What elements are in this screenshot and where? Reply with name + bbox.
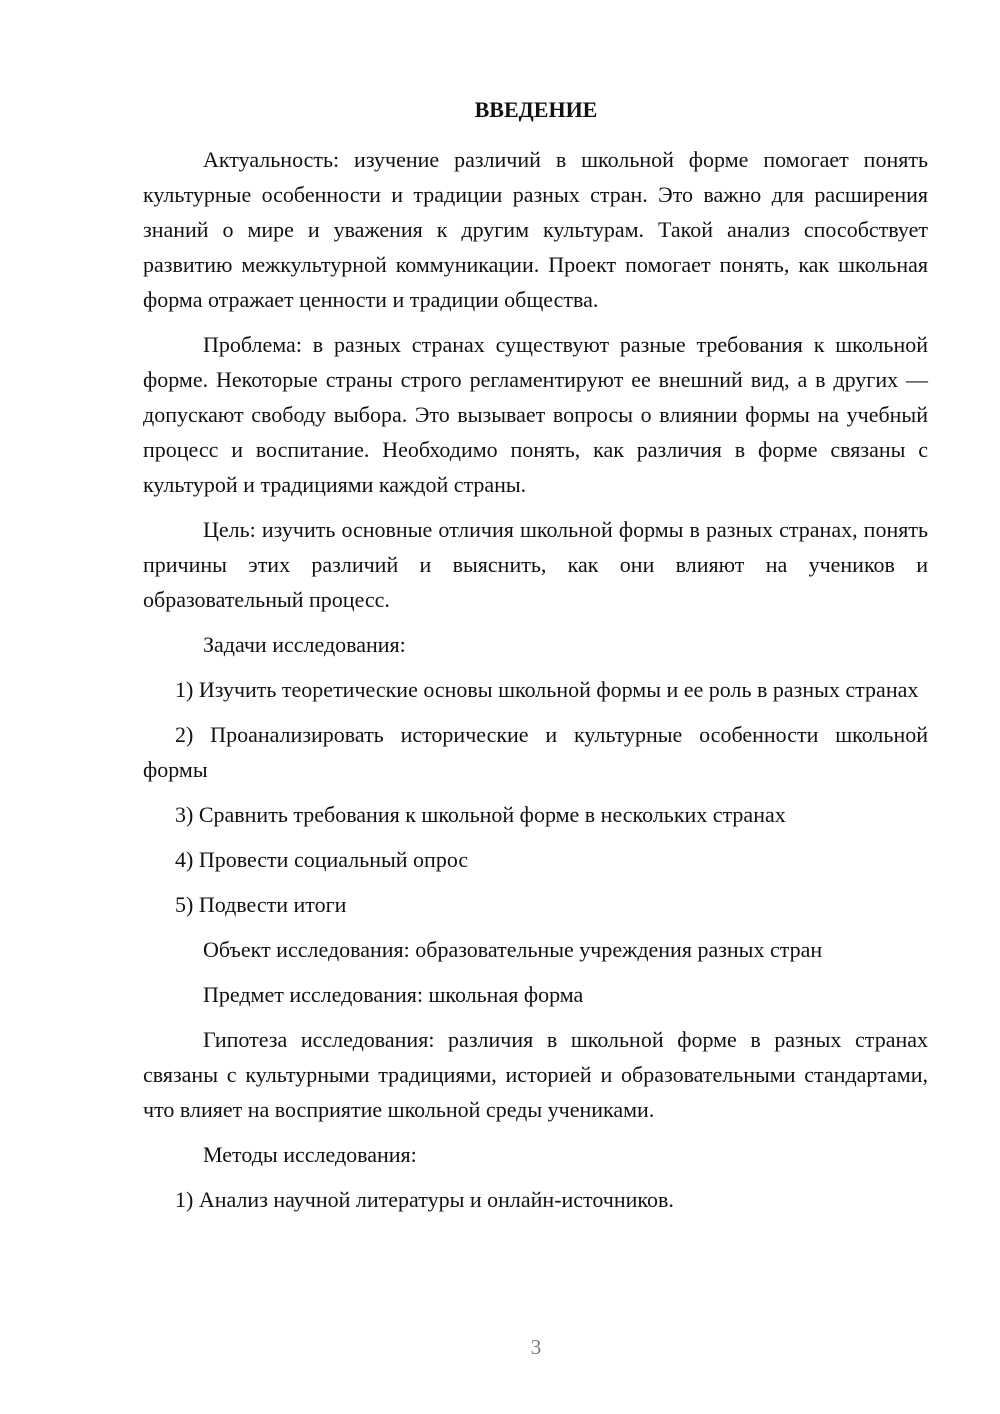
relevance-paragraph: Актуальность: изучение различий в школьной форме помогает понять культурные особенности и традиции разных стран. Это важно для расширения знаний о мире и уважения к другим культурам. Такой анализ способствует развитию межкультурной коммуникации. Проект помогает понять, как школьная форма отражает ценности и традиции общества. bbox=[143, 147, 928, 312]
task-item-3: 3) Сравнить требования к школьной форме в нескольких странах bbox=[175, 802, 786, 827]
goal-paragraph: Цель: изучить основные отличия школьной формы в разных странах, понять причины этих различий и выяснить, как они влияют на учеников и образовательный процесс. bbox=[143, 517, 928, 612]
task-item-5: 5) Подвести итоги bbox=[175, 892, 347, 917]
task-item-4: 4) Провести социальный опрос bbox=[175, 847, 469, 872]
section-title: ВВЕДЕНИЕ bbox=[474, 97, 598, 122]
methods-heading: Методы исследования: bbox=[203, 1142, 417, 1167]
page-number: 3 bbox=[530, 1335, 542, 1359]
document-body bbox=[143, 142, 928, 1227]
hypothesis-paragraph: Гипотеза исследования: различия в школьной форме в разных странах связаны с культурными традициями, историей и образовательными стандартами, что влияет на восприятие школьной среды учениками. bbox=[143, 1027, 928, 1122]
research-object: Объект исследования: образовательные учреждения разных стран bbox=[203, 937, 823, 962]
method-item-1: 1) Анализ научной литературы и онлайн-источников. bbox=[175, 1187, 674, 1212]
research-subject: Предмет исследования: школьная форма bbox=[203, 982, 584, 1007]
task-item-1: 1) Изучить теоретические основы школьной формы и ее роль в разных странах bbox=[175, 677, 919, 702]
tasks-heading: Задачи исследования: bbox=[203, 632, 406, 657]
task-item-2: 2) Проанализировать исторические и культурные особенности школьной формы bbox=[143, 722, 928, 782]
problem-paragraph: Проблема: в разных странах существуют разные требования к школьной форме. Некоторые страны строго регламентируют ее внешний вид, а в других — допускают свободу выбора. Это вызывает вопросы о влиянии формы на учебный процесс и воспитание. Необходимо понять, как различия в форме связаны с культурой и традициями каждой страны. bbox=[143, 332, 928, 497]
